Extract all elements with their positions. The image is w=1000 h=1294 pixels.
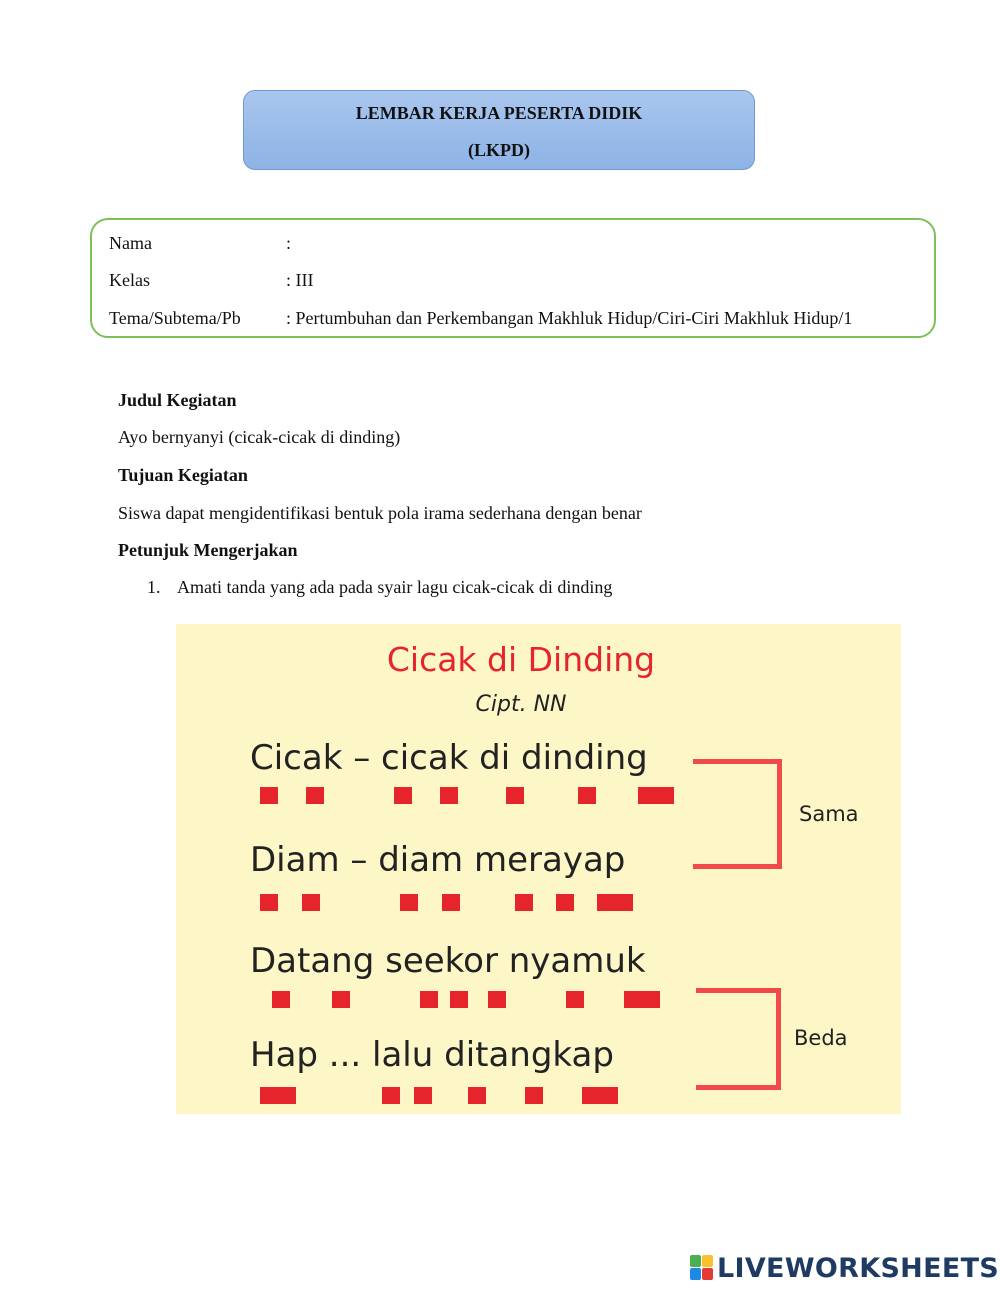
rhythm-mark xyxy=(394,787,412,804)
lkpd-subtitle: (LKPD) xyxy=(468,140,530,160)
student-info-box xyxy=(90,218,936,338)
rhythm-mark xyxy=(624,991,660,1008)
rhythm-mark xyxy=(302,894,320,911)
tujuan-text: Siswa dapat mengidentifikasi bentuk pola irama sederhana dengan benar xyxy=(118,503,642,523)
rhythm-mark xyxy=(260,894,278,911)
rhythm-mark xyxy=(332,991,350,1008)
rhythm-mark xyxy=(566,991,584,1008)
rhythm-mark xyxy=(578,787,596,804)
rhythm-mark xyxy=(488,991,506,1008)
song-author: Cipt. NN xyxy=(475,692,567,717)
rhythm-mark xyxy=(440,787,458,804)
rhythm-mark xyxy=(400,894,418,911)
rhythm-mark xyxy=(582,1087,618,1104)
lkpd-title: LEMBAR KERJA PESERTA DIDIK xyxy=(355,103,643,123)
tujuan-heading: Tujuan Kegiatan xyxy=(118,465,248,485)
rhythm-mark xyxy=(260,787,278,804)
different-bracket xyxy=(696,988,781,1090)
lyric-line-3: Datang seekor nyamuk xyxy=(250,941,646,981)
info-label: Kelas xyxy=(109,270,150,290)
lyric-line-2: Diam – diam merayap xyxy=(250,840,626,880)
judul-text: Ayo bernyanyi (cicak-cicak di dinding) xyxy=(118,427,401,447)
song-illustration xyxy=(176,624,901,1114)
liveworksheets-logo xyxy=(690,1252,999,1284)
rhythm-mark xyxy=(450,991,468,1008)
same-label: Sama xyxy=(799,802,859,826)
lyric-line-4: Hap ... lalu ditangkap xyxy=(250,1035,614,1075)
different-label: Beda xyxy=(794,1026,848,1050)
rhythm-mark xyxy=(442,894,460,911)
judul-heading: Judul Kegiatan xyxy=(118,390,237,410)
song-title: Cicak di Dinding xyxy=(386,640,656,679)
step-number: 1. xyxy=(147,577,161,597)
rhythm-mark xyxy=(306,787,324,804)
rhythm-mark xyxy=(260,1087,296,1104)
rhythm-mark xyxy=(272,991,290,1008)
rhythm-mark xyxy=(506,787,524,804)
lyric-line-1: Cicak – cicak di dinding xyxy=(250,738,648,778)
rhythm-mark xyxy=(556,894,574,911)
info-value: : xyxy=(286,233,292,253)
step-text: Amati tanda yang ada pada syair lagu cicak-cicak di dinding xyxy=(177,577,613,597)
rhythm-mark xyxy=(414,1087,432,1104)
info-label: Tema/Subtema/Pb xyxy=(109,308,241,328)
rhythm-mark xyxy=(597,894,633,911)
rhythm-mark xyxy=(515,894,533,911)
rhythm-mark xyxy=(382,1087,400,1104)
lkpd-title-box xyxy=(243,90,755,170)
petunjuk-heading: Petunjuk Mengerjakan xyxy=(118,540,298,560)
same-bracket xyxy=(693,759,782,869)
rhythm-mark xyxy=(468,1087,486,1104)
liveworksheets-logo-text: LIVEWORKSHEETS xyxy=(717,1252,1000,1284)
info-label: Nama xyxy=(109,233,152,253)
rhythm-mark xyxy=(525,1087,543,1104)
liveworksheets-logo-icon xyxy=(690,1255,714,1281)
rhythm-mark xyxy=(638,787,674,804)
rhythm-mark xyxy=(420,991,438,1008)
info-value: : III xyxy=(286,270,314,290)
info-value: : Pertumbuhan dan Perkembangan Makhluk Hidup/Ciri-Ciri Makhluk Hidup/1 xyxy=(286,308,853,328)
